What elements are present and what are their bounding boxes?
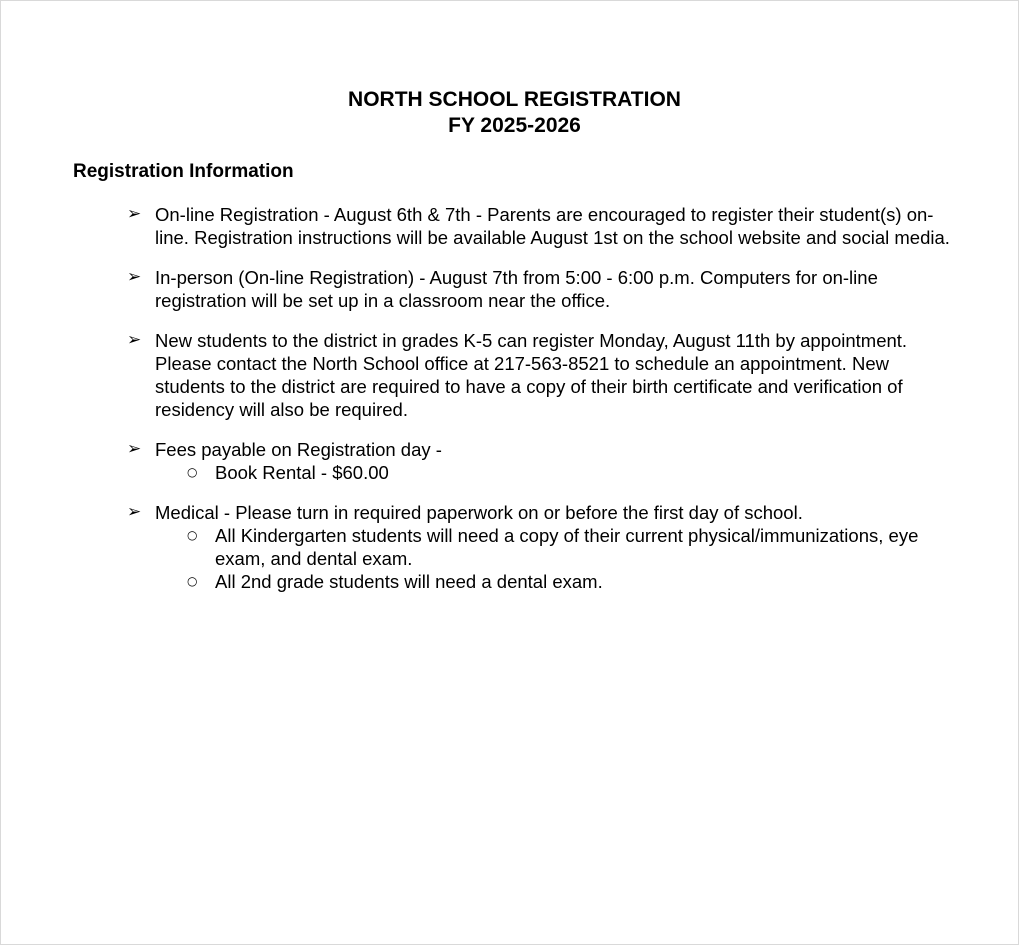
list-item-text: In-person (On-line Registration) - August 7th from 5:00 - 6:00 p.m. Computers for on-line registration will be set up in a classroom near the office. bbox=[155, 267, 878, 311]
fees-sub-list bbox=[155, 461, 958, 484]
list-item-new-students bbox=[1, 329, 1018, 421]
document-title bbox=[1, 87, 1019, 139]
list-item-text: On-line Registration - August 6th & 7th - Parents are encouraged to register their student(s) on-line. Registration instructions will be available August 1st on the school website and social media. bbox=[155, 204, 950, 248]
registration-list bbox=[1, 203, 1018, 610]
circle-bullet-icon: ○ bbox=[187, 528, 198, 542]
circle-bullet-icon: ○ bbox=[187, 574, 198, 588]
list-item-text: Fees payable on Registration day - bbox=[155, 439, 442, 460]
list-item-text: Medical - Please turn in required paperwork on or before the first day of school. bbox=[155, 502, 803, 523]
list-item-in-person-registration bbox=[1, 266, 1018, 312]
arrow-bullet-icon: ➢ bbox=[127, 267, 142, 287]
sub-item-text: Book Rental - $60.00 bbox=[215, 462, 389, 483]
arrow-bullet-icon: ➢ bbox=[127, 204, 142, 224]
list-item-online-registration bbox=[1, 203, 1018, 249]
arrow-bullet-icon: ➢ bbox=[127, 330, 142, 350]
list-item-fees bbox=[1, 438, 1018, 484]
arrow-bullet-icon: ➢ bbox=[127, 439, 142, 459]
sub-item-text: All Kindergarten students will need a copy of their current physical/immunizations, eye exam, and dental exam. bbox=[215, 525, 919, 569]
sub-item-2nd-grade bbox=[155, 570, 958, 593]
section-heading: Registration Information bbox=[73, 161, 294, 182]
sub-item-text: All 2nd grade students will need a dental exam. bbox=[215, 571, 603, 592]
circle-bullet-icon: ○ bbox=[187, 465, 198, 479]
sub-item-book-rental bbox=[155, 461, 958, 484]
list-item-text: New students to the district in grades K-5 can register Monday, August 11th by appointment. Please contact the North School office at 217-563-8521 to schedule an appointment. New students to the district are required to have a copy of their birth certificate and verification of residency will also be required. bbox=[155, 330, 908, 420]
title-line-2: FY 2025-2026 bbox=[448, 114, 581, 137]
sub-item-kindergarten bbox=[155, 524, 958, 570]
list-item-medical bbox=[1, 501, 1018, 593]
medical-sub-list bbox=[155, 524, 958, 593]
arrow-bullet-icon: ➢ bbox=[127, 502, 142, 522]
title-line-1: NORTH SCHOOL REGISTRATION bbox=[348, 88, 681, 111]
